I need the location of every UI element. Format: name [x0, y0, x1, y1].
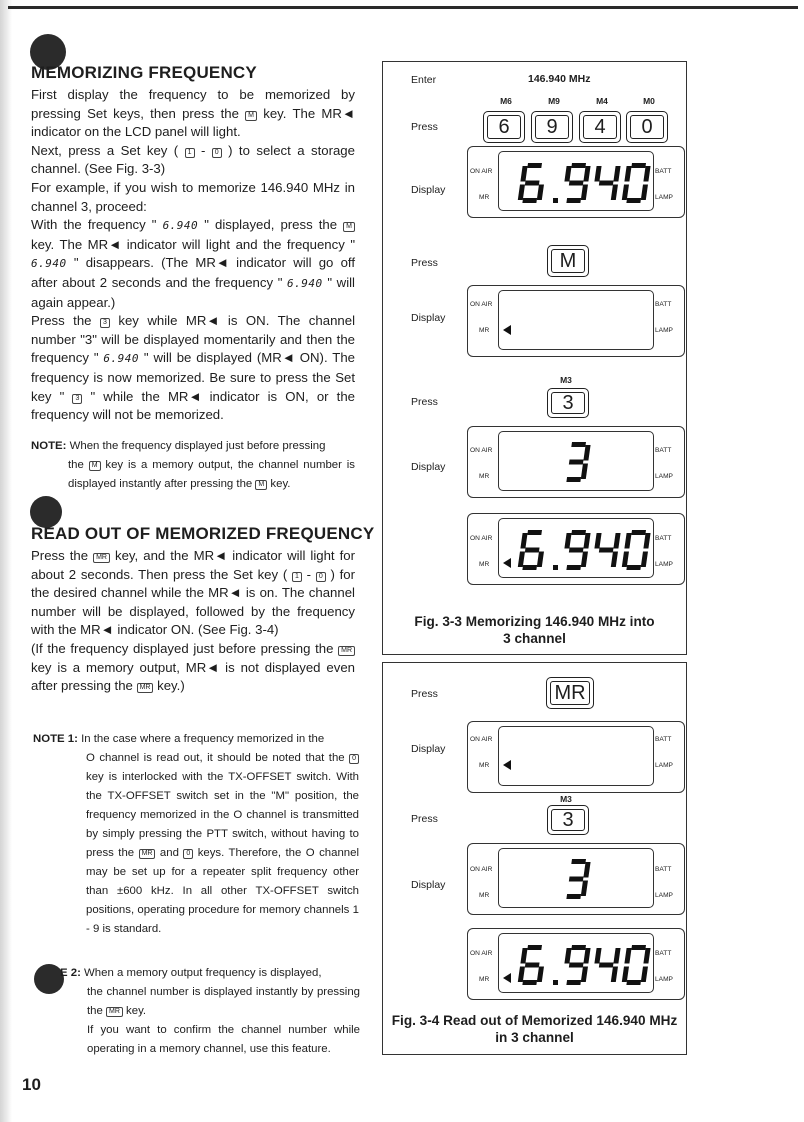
lcd-digit	[561, 530, 591, 570]
lcd-decimal-point	[553, 980, 558, 985]
lcd-digit	[517, 530, 547, 570]
section-title-memorizing: MEMORIZING FREQUENCY	[31, 63, 257, 82]
display-label: Display	[411, 743, 446, 755]
lcd-channel-2: ON AIR MR BATT LAMP	[467, 843, 685, 915]
mr-key: MR	[546, 677, 594, 709]
page-edge-shadow	[0, 0, 12, 1122]
figure-3-3-caption: Fig. 3-3 Memorizing 146.940 MHz into 3 channel	[414, 614, 655, 646]
key-tag: M6	[500, 96, 512, 106]
note-memorizing-text: NOTE: When the frequency displayed just before pressing	[31, 440, 326, 452]
mr-indicator	[503, 760, 511, 770]
display-label: Display	[411, 312, 446, 324]
lcd-digits	[467, 843, 685, 915]
note-2-text: E 2: When a memory output frequency is displayed,	[60, 967, 322, 979]
note-2-label: E 2:	[60, 967, 81, 979]
note-memorizing-cont: the M key is a memory output, the channel number is displayed instantly after pressing the M key.	[68, 459, 355, 490]
set-key-0: 0	[626, 111, 668, 143]
note-label: NOTE:	[31, 440, 67, 452]
lcd-digit	[566, 859, 591, 899]
set-key-3: 3	[547, 388, 589, 418]
section-title-readout: READ OUT OF MEMORIZED FREQUENCY	[31, 524, 375, 543]
display-label: Display	[411, 461, 446, 473]
key-tag: M0	[643, 96, 655, 106]
press-label: Press	[411, 257, 438, 269]
top-rule	[8, 6, 798, 9]
para-5: Press the 3 key while MR◄ is ON. The channel number "3" will be displayed momentarily and then the frequency " 6.940 " will be displayed (MR◄ ON). The frequency is now memorized. Be sure to press the Set key " 3 " while the MR◄ indicator is ON, or the frequency will not be memorized.	[31, 313, 356, 423]
lcd-digits	[467, 146, 685, 218]
lcd-digit	[621, 945, 651, 985]
lcd-decimal-point	[553, 198, 558, 203]
key-tag: M9	[548, 96, 560, 106]
para-2: Next, press a Set key ( 1 - 0 ) to select a storage channel. (See Fig. 3-3)	[31, 142, 355, 177]
page-number: 10	[22, 1075, 41, 1094]
lcd-digits	[467, 513, 685, 585]
lcd-frequency-3: ON AIR MR BATT LAMP	[467, 928, 685, 1000]
lcd-digit	[517, 945, 547, 985]
figure-3-4-caption: Fig. 3-4 Read out of Memorized 146.940 MHz in 3 channel	[391, 1013, 678, 1045]
note-memorizing	[31, 437, 355, 494]
lcd-decimal-point	[553, 565, 558, 570]
enter-frequency: 146.940 MHz	[528, 73, 591, 85]
key-tag: M3	[560, 375, 572, 385]
note-2-cont: the channel number is displayed instantly by pressing the MR key.	[87, 986, 360, 1017]
lcd-digit	[517, 163, 547, 203]
mr-indicator	[503, 325, 511, 335]
lcd-digit	[566, 442, 591, 482]
press-label: Press	[411, 688, 438, 700]
lcd-blank-1: ON AIR MR BATT LAMP	[467, 285, 685, 357]
press-label: Press	[411, 121, 438, 133]
lcd-digit	[561, 945, 591, 985]
lcd-frequency-2: ON AIR MR BATT LAMP	[467, 513, 685, 585]
figure-3-4	[382, 662, 687, 1055]
para-7: (If the frequency displayed just before pressing the MR key is a memory output, MR◄ is not displayed even after pressing the MR key.)	[31, 640, 355, 694]
m-key: M	[547, 245, 589, 277]
lcd-digit	[621, 163, 651, 203]
set-key-3: 3	[547, 805, 589, 835]
lcd-blank-2: ON AIR MR BATT LAMP	[467, 721, 685, 793]
para-4: With the frequency " 6.940 " displayed, press the M key. The MR◄ indicator will light and the frequency " 6.940 " disappears. (The MR◄ indicator will go off after about 2 seconds and the frequency " 6.940 " will again appear.)	[31, 217, 355, 310]
note-2	[60, 964, 360, 1059]
lcd-digit	[621, 530, 651, 570]
lcd-digit	[592, 166, 621, 200]
lcd-digits	[467, 928, 685, 1000]
note-1-cont: O channel is read out, it should be noted that the 0 key is interlocked with the TX-OFFSET switch. With the TX-OFFSET switch set in the "M" position, the frequency memorized in the O channel is transmitted by simply pressing the PTT switch, without having to press the MR and 0 keys. Therefore, the O channel may be set up for a repeater split frequency other than ±600 kHz. In all other TX-OFFSET switch positions, operating procedure for memory channels 1 - 9 is standard.	[86, 752, 359, 935]
note-1-text: NOTE 1: In the case where a frequency memorized in the	[33, 733, 325, 745]
set-key-9: 9	[531, 111, 573, 143]
press-label: Press	[411, 396, 438, 408]
note-1	[33, 730, 359, 939]
note-2-extra: If you want to confirm the channel number while operating in a memory channel, use this feature.	[87, 1024, 360, 1055]
display-label: Display	[411, 879, 446, 891]
enter-label: Enter	[411, 74, 437, 86]
memorizing-body	[31, 86, 355, 425]
para-1: First display the frequency to be memorized by pressing Set keys, then press the M key. The MR◄ indicator on the LCD panel will light.	[31, 87, 355, 140]
lcd-digit	[561, 163, 591, 203]
figure-3-3	[382, 61, 687, 655]
set-key-4: 4	[579, 111, 621, 143]
lcd-digit	[592, 948, 621, 982]
para-6: Press the MR key, and the MR◄ indicator will light for about 2 seconds. Then press the Set key ( 1 - 0 ) for the desired channel while the MR◄ is on. The channel number will be displayed, followed by the frequency with the MR◄ indicator ON. (See Fig. 3-4)	[31, 548, 356, 638]
lcd-digits	[467, 426, 685, 498]
display-label: Display	[411, 184, 446, 196]
set-key-6: 6	[483, 111, 525, 143]
key-tag: M4	[596, 96, 608, 106]
note-1-label: NOTE 1:	[33, 733, 78, 745]
press-label: Press	[411, 813, 438, 825]
lcd-digit	[592, 533, 621, 567]
para-3: For example, if you wish to memorize 146.940 MHz in channel 3, proceed:	[31, 179, 355, 214]
lcd-channel-1: ON AIR MR BATT LAMP	[467, 426, 685, 498]
readout-body	[31, 547, 355, 696]
lcd-frequency-1: ON AIR MR BATT LAMP	[467, 146, 685, 218]
key-tag: M3	[560, 794, 572, 804]
